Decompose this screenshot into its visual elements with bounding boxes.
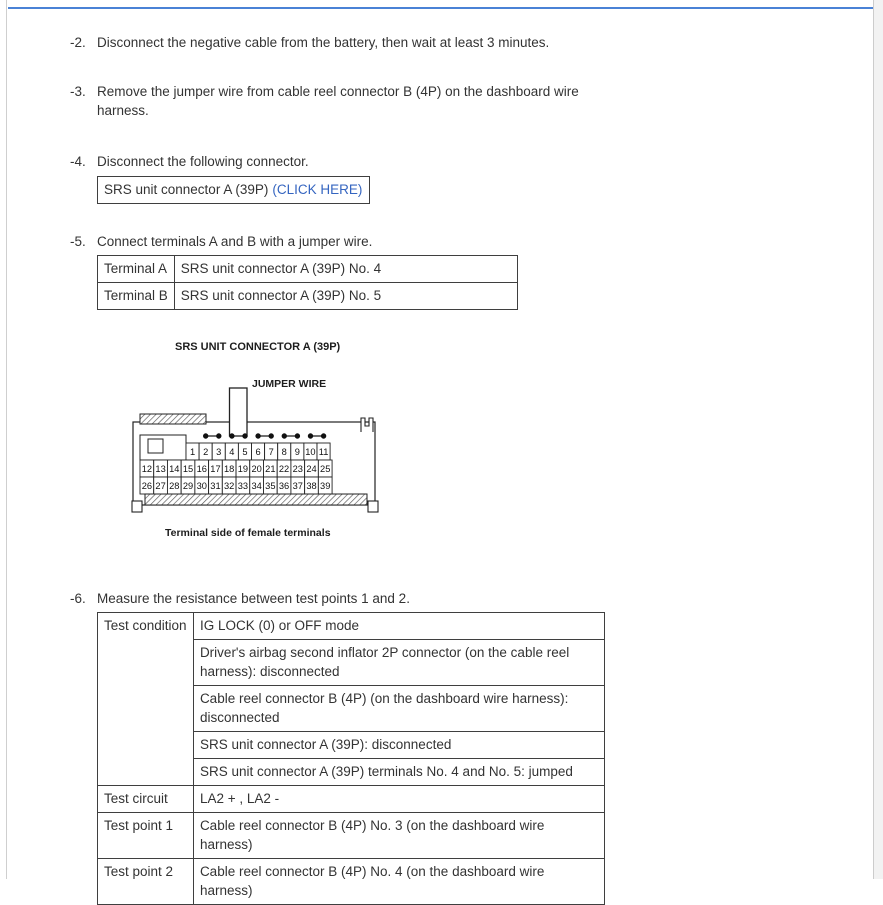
pin-number: 37 [292, 481, 303, 491]
pin-number: 35 [265, 481, 276, 491]
pin-number: 27 [155, 481, 166, 491]
step-text: Connect terminals A and B with a jumper wire. [97, 234, 373, 249]
pin-number: 34 [251, 481, 262, 491]
step-2 [70, 33, 813, 52]
step-number: -3. [70, 84, 86, 99]
pin-number: 21 [265, 464, 276, 474]
table-row [98, 613, 605, 640]
row-value-cell: SRS unit connector A (39P): disconnected [193, 732, 604, 759]
pin-number: 20 [251, 464, 262, 474]
step-text: Disconnect the negative cable from the battery, then wait at least 3 minutes. [97, 35, 550, 50]
pin-number: 38 [306, 481, 317, 491]
click-here-link[interactable]: (CLICK HERE) [272, 182, 363, 197]
pin-number: 4 [229, 447, 235, 457]
hatch-top [140, 414, 206, 424]
pin-number: 17 [210, 464, 221, 474]
row-value-cell: Cable reel connector B (4P) No. 4 (on the dashboard wire harness) [193, 859, 604, 905]
terminal-table [97, 255, 518, 310]
pin-number: 32 [224, 481, 235, 491]
pin-number: 3 [216, 447, 222, 457]
pin-number: 7 [268, 447, 274, 457]
table-row [98, 786, 605, 813]
hatch-bottom [145, 494, 367, 505]
mount-foot-right [368, 501, 378, 512]
row-value-cell: SRS unit connector A (39P) No. 4 [174, 256, 517, 283]
pin-number: 18 [224, 464, 235, 474]
connector-diagram [125, 377, 385, 519]
pin-number: 19 [237, 464, 249, 474]
pin-number: 6 [255, 447, 261, 457]
row-value-cell: LA2 + , LA2 - [193, 786, 604, 813]
row-value-cell: Driver's airbag second inflator 2P connector (on the cable reel harness): disconnected [193, 640, 604, 686]
pin-number: 24 [306, 464, 317, 474]
pin-number: 2 [203, 447, 209, 457]
jumper-wire-shape [230, 388, 248, 436]
step-4 [70, 152, 813, 204]
table-row [98, 283, 518, 310]
step-3 [70, 82, 813, 120]
pin-number: 1 [189, 447, 196, 457]
pin-number: 28 [169, 481, 180, 491]
pin-number: 23 [292, 464, 303, 474]
row-label-cell: Test circuit [98, 786, 194, 813]
pin-number: 26 [141, 481, 153, 491]
pin-number: 29 [182, 481, 194, 491]
pin-number: 25 [320, 464, 331, 474]
row-value-cell: IG LOCK (0) or OFF mode [193, 613, 604, 640]
pin-number: 15 [182, 464, 194, 474]
resistance-table [97, 612, 605, 905]
pin-number: 39 [320, 481, 331, 491]
step-6 [70, 589, 813, 905]
step-text: Remove the jumper wire from cable reel connector B (4P) on the dashboard wire harness. [97, 84, 579, 118]
jumper-wire-label: JUMPER WIRE [252, 378, 327, 390]
mount-foot-left [132, 501, 142, 512]
table-row [98, 256, 518, 283]
keyway-square [148, 439, 163, 453]
step-text: Disconnect the following connector. [97, 154, 309, 169]
pin-number: 31 [210, 481, 221, 491]
row-value-cell: Cable reel connector B (4P) No. 3 (on the dashboard wire harness) [193, 813, 604, 859]
row-label-cell: Test point 2 [98, 859, 194, 905]
connector-reference-text: SRS unit connector A (39P) [104, 182, 269, 197]
row-value-cell: SRS unit connector A (39P) terminals No. 4 and No. 5: jumped [193, 759, 604, 786]
connector-diagram-wrap [125, 377, 385, 519]
pin-number: 11 [318, 447, 329, 457]
pin-number: 5 [242, 447, 248, 457]
connector-caption: Terminal side of female terminals [165, 527, 331, 539]
pin-number: 8 [281, 447, 287, 457]
row-value-cell: Cable reel connector B (4P) (on the dashboard wire harness): disconnected [193, 686, 604, 732]
pin-number: 14 [169, 464, 180, 474]
pin-number: 22 [278, 464, 290, 474]
connector-reference-box [97, 176, 370, 204]
pin-number: 33 [237, 481, 249, 491]
row-label-cell: Test condition [98, 613, 194, 786]
pin-number: 12 [141, 464, 153, 474]
step-5 [70, 232, 813, 310]
table-row [98, 859, 605, 905]
pin-number: 13 [155, 464, 166, 474]
step-number: -5. [70, 234, 86, 249]
row-label-cell: Terminal A [98, 256, 175, 283]
step-number: -6. [70, 591, 86, 606]
table-row [98, 813, 605, 859]
pin-number: 16 [196, 464, 207, 474]
connector-figure [70, 341, 813, 541]
step-number: -4. [70, 154, 86, 169]
row-label-cell: Terminal B [98, 283, 175, 310]
step-number: -2. [70, 35, 86, 50]
pin-number: 9 [294, 447, 300, 457]
pin-number: 36 [278, 481, 290, 491]
pin-number: 10 [305, 447, 316, 457]
row-value-cell: SRS unit connector A (39P) No. 5 [174, 283, 517, 310]
diagram-title: SRS UNIT CONNECTOR A (39P) [175, 341, 341, 353]
step-text: Measure the resistance between test points 1 and 2. [97, 591, 410, 606]
row-label-cell: Test point 1 [98, 813, 194, 859]
pin-number: 30 [196, 481, 207, 491]
